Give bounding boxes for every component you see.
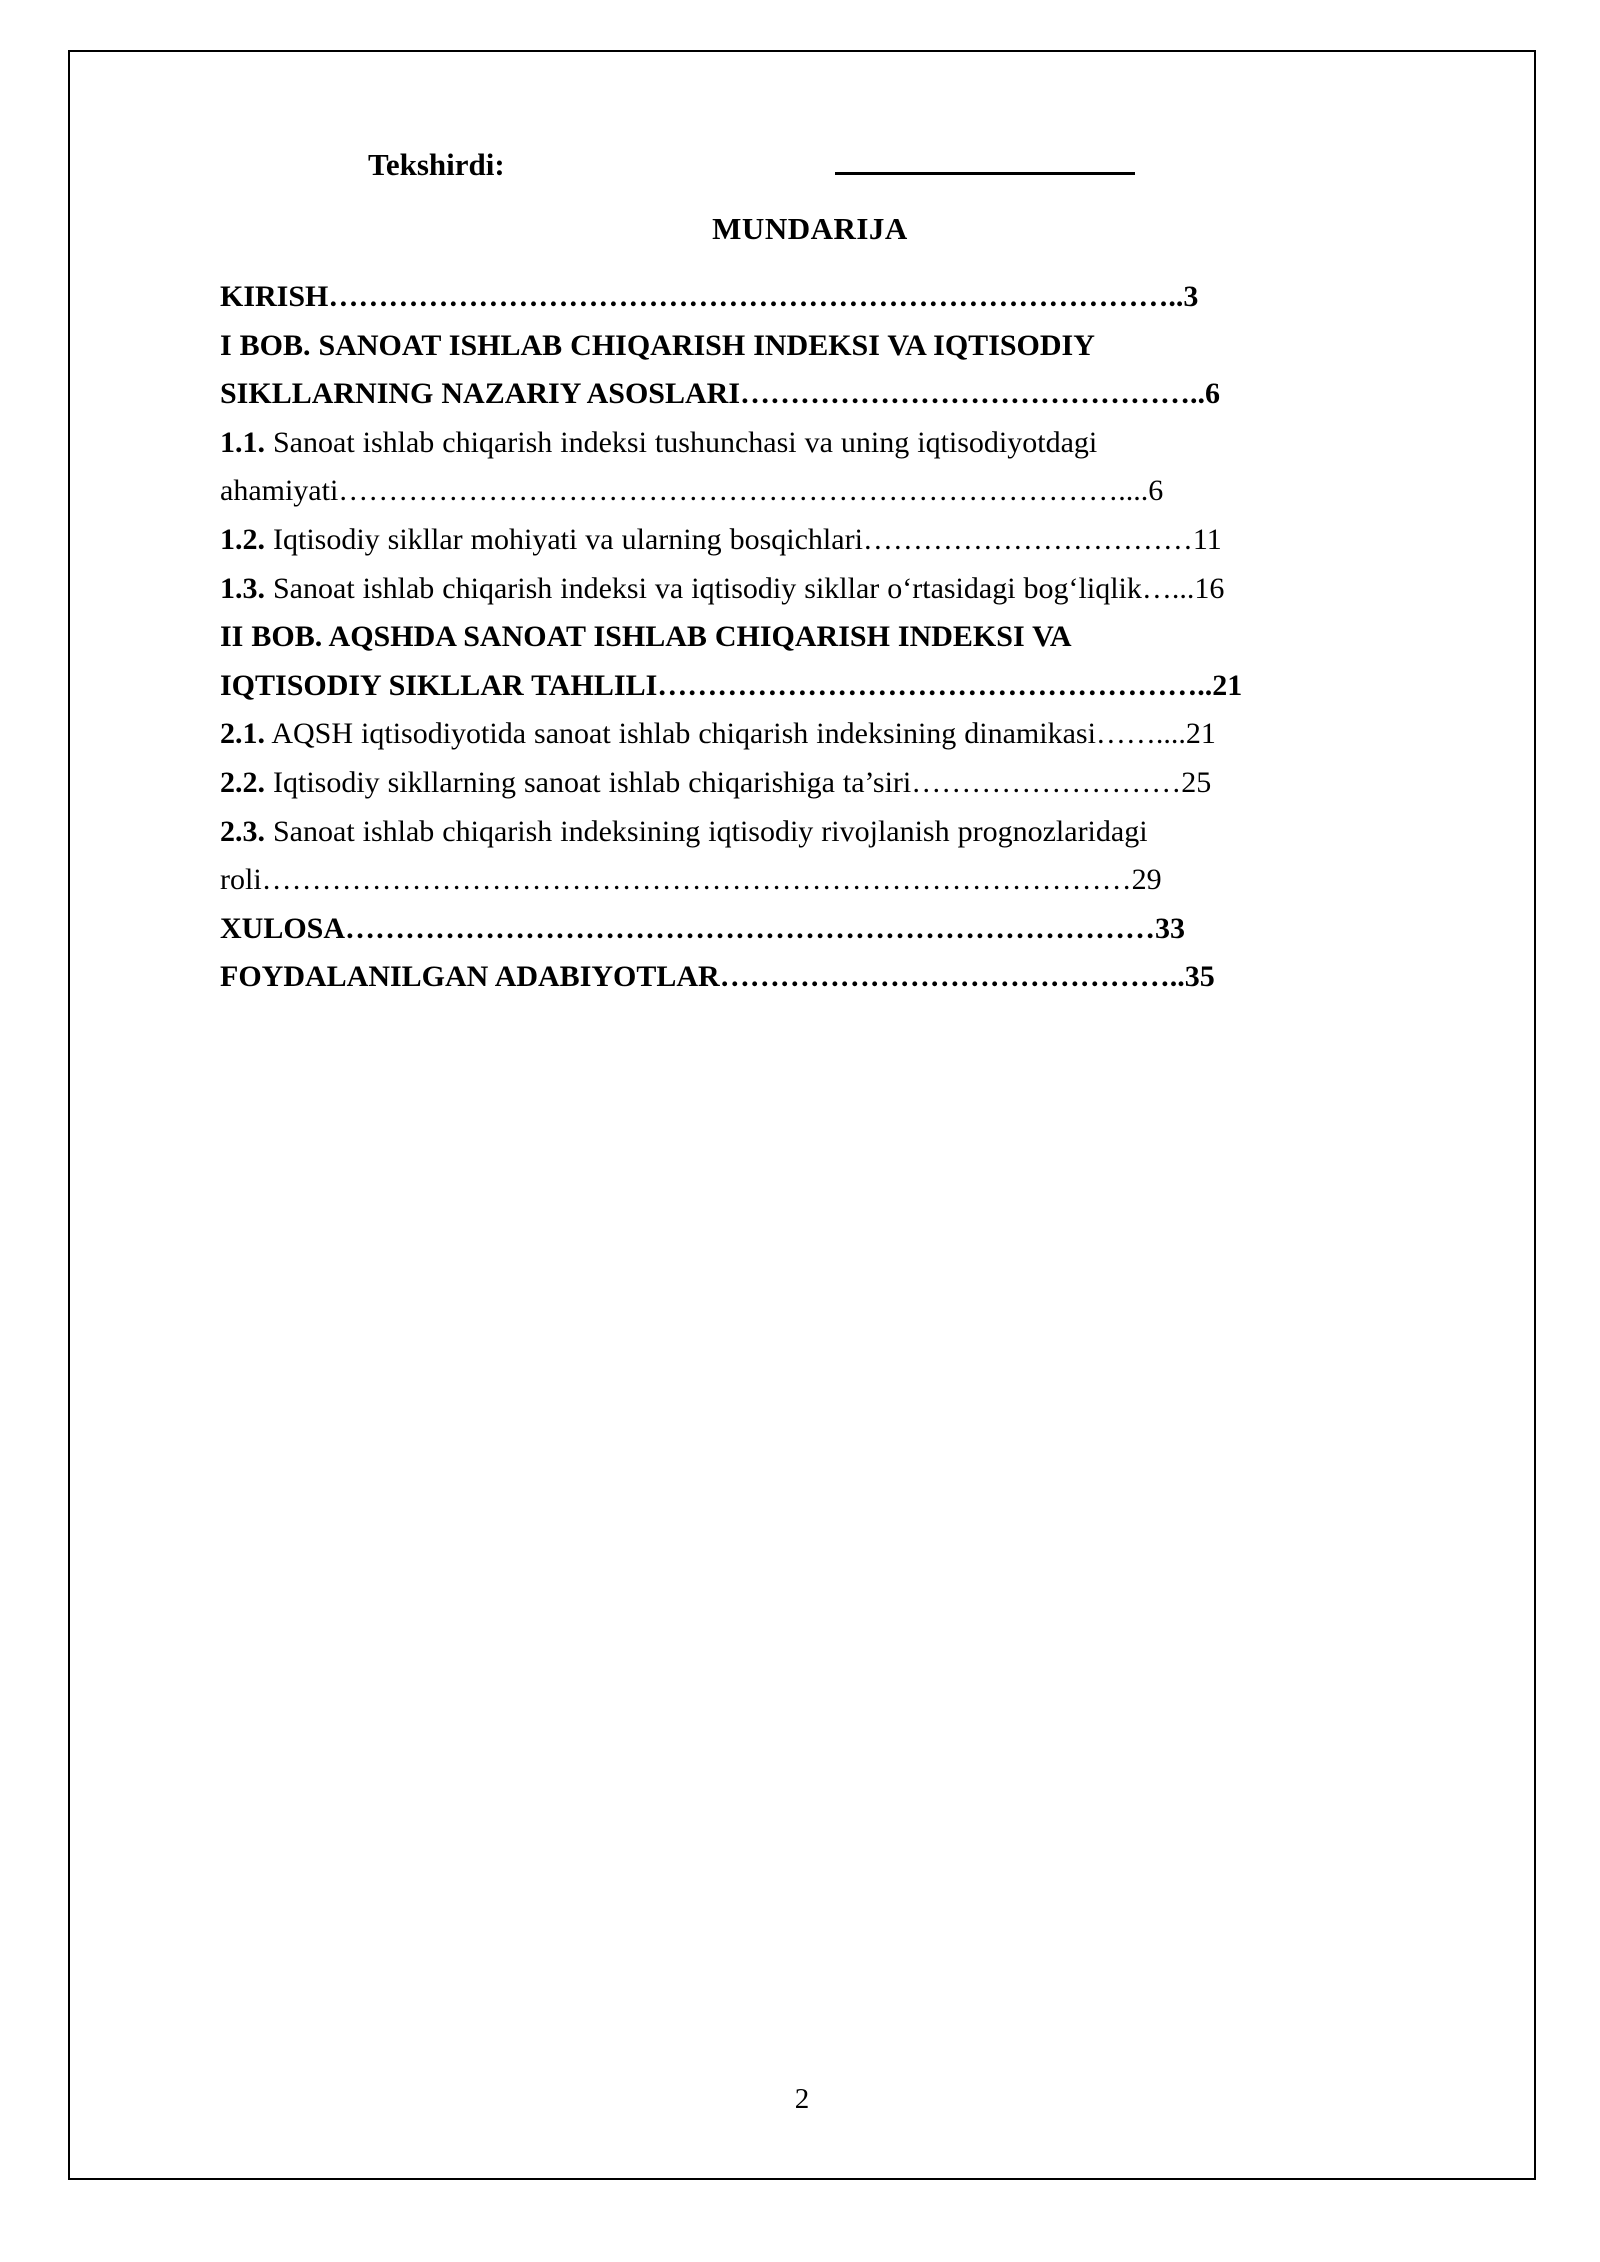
page-title: MUNDARIJA <box>712 211 908 246</box>
toc-text-2-1: AQSH iqtisodiyotida sanoat ishlab chiqarish indeksining dinamikasi……....21 <box>265 717 1216 751</box>
reviewer-label: Tekshirdi: <box>368 147 505 182</box>
toc-text-1-1: Sanoat ishlab chiqarish indeksi tushunchasi va uning iqtisodiyotdagi <box>265 425 1098 459</box>
document-header <box>220 147 1400 183</box>
toc-text-1-2: Iqtisodiy sikllar mohiyati va ularning bosqichlari……………………………11 <box>265 522 1222 556</box>
toc-entry-chapter1-line1: I BOB. SANOAT ISHLAB CHIQARISH INDEKSI VA IQTISODIY <box>220 328 1095 362</box>
toc-entry-adabiyotlar: FOYDALANILGAN ADABIYOTLAR………………………………………..35 <box>220 960 1215 994</box>
toc-number-1-1: 1.1. <box>220 425 265 459</box>
toc-entry-chapter2-line2: IQTISODIY SIKLLAR TAHLILI………………………………………………..21 <box>220 668 1243 702</box>
toc-entry-2-2 <box>220 759 1400 808</box>
toc-entry-1-1-line1 <box>220 419 1400 468</box>
toc-entry-1-2 <box>220 516 1400 565</box>
toc-entry-kirish: KIRISH…………………………………………………………………………..3 <box>220 280 1199 313</box>
footer-page-number: 2 <box>794 2083 810 2115</box>
toc-text-1-3: Sanoat ishlab chiqarish indeksi va iqtisodiy sikllar o‘rtasidagi bog‘liqlik…...16 <box>265 571 1225 605</box>
toc-number-2-2: 2.2. <box>220 765 265 799</box>
toc-number-2-1: 2.1. <box>220 717 265 751</box>
toc-number-1-3: 1.3. <box>220 571 265 605</box>
toc-entry-chapter2-line1: II BOB. AQSHDA SANOAT ISHLAB CHIQARISH INDEKSI VA <box>220 620 1072 654</box>
toc-entry-xulosa: XULOSA………………………………………………………………………33 <box>220 911 1186 945</box>
page-content <box>220 147 1400 1002</box>
toc-entry-2-1 <box>220 710 1400 759</box>
toc-text-2-2: Iqtisodiy sikllarning sanoat ishlab chiqarishiga ta’siri………………………25 <box>265 765 1212 799</box>
toc-entry-1-3 <box>220 565 1400 614</box>
toc-text-2-3: Sanoat ishlab chiqarish indeksining iqtisodiy rivojlanish prognozlaridagi <box>265 814 1148 848</box>
toc-entry-2-3-line1 <box>220 808 1400 857</box>
toc-number-2-3: 2.3. <box>220 814 265 848</box>
toc-number-1-2: 1.2. <box>220 522 265 556</box>
document-page <box>68 50 1536 2180</box>
table-of-contents <box>220 273 1400 1002</box>
toc-entry-chapter1-line2: SIKLLARNING NAZARIY ASOSLARI………………………………………..6 <box>220 377 1221 411</box>
toc-entry-2-3-line2: roli……………………………………………………………………………29 <box>220 863 1162 897</box>
signature-line <box>835 171 1135 175</box>
toc-entry-1-1-line2: ahamiyati……………………………………………………………………....6 <box>220 474 1164 508</box>
